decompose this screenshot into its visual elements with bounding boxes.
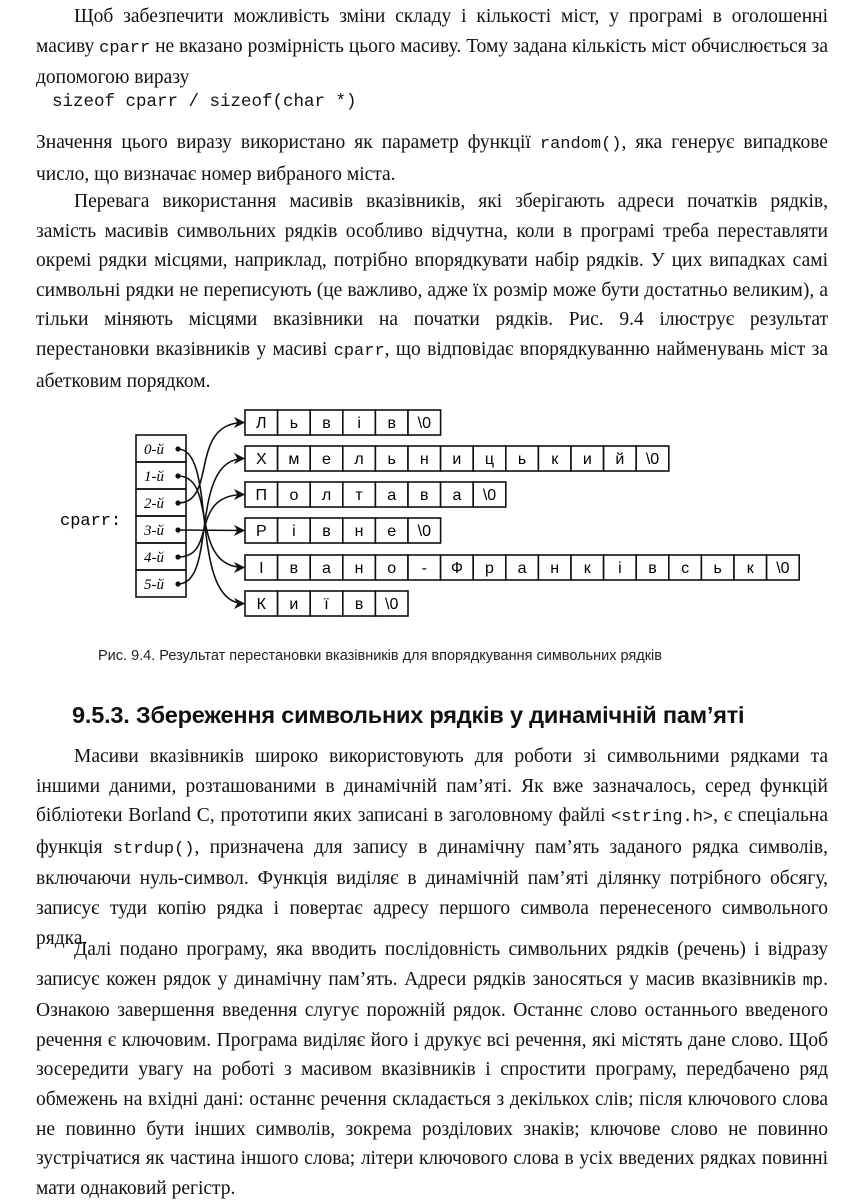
- paragraph-5: [36, 935, 828, 1203]
- char-label: е: [322, 451, 331, 468]
- char-label: і: [292, 523, 296, 540]
- char-label: І: [259, 560, 264, 577]
- char-label: в: [289, 560, 299, 577]
- char-label: в: [420, 487, 429, 504]
- char-label: Х: [255, 451, 267, 468]
- char-label: ц: [484, 451, 495, 468]
- char-label: л: [321, 487, 332, 504]
- char-label: \0: [385, 596, 399, 613]
- code-expression: sizeof cparr / sizeof(char *): [52, 92, 357, 112]
- char-label: и: [582, 451, 592, 468]
- pointer-arrow: [178, 495, 244, 558]
- char-label: и: [289, 596, 299, 613]
- string-rows: [245, 410, 799, 616]
- char-label: а: [517, 560, 527, 577]
- paragraph-text: Перевага використання масивів вказівників, які зберігають адреси початків рядків, замість масивів символьних рядків особливо відчутна, коли в програмі треба переставляти окремі рядки місцями, наприклад, потрібно впорядкувати набір рядків. У цих випадках самі символьні рядки не переписують (це важливо, адже їх розмір може бути достатньо великим), а тільки міняють місцями вказівники на початки рядків. Рис. 9.4 ілюструє результат перестановки вказівників у масиві: [36, 191, 828, 360]
- char-label: к: [583, 560, 591, 577]
- char-label: \0: [417, 415, 431, 432]
- pointer-array: [136, 435, 186, 597]
- char-label: м: [288, 451, 300, 468]
- char-label: в: [322, 415, 331, 432]
- inline-code: random(): [539, 135, 622, 154]
- paragraph-text: Значення цього виразу використано як параметр функції: [36, 132, 540, 153]
- array-index-label: 3-й: [144, 523, 164, 539]
- char-label: о: [387, 560, 397, 577]
- char-label: й: [615, 451, 625, 468]
- char-label: і: [357, 415, 361, 432]
- string-row: [245, 410, 441, 435]
- char-label: к: [746, 560, 754, 577]
- char-label: т: [355, 487, 363, 504]
- char-label: н: [419, 451, 429, 468]
- array-index-label: 1-й: [144, 469, 164, 485]
- inline-code: strdup(): [112, 839, 195, 859]
- inline-code: <string.h>: [611, 808, 714, 828]
- paragraph-text: Щоб забезпечити можливість зміни складу і кількості міст, у програмі в оголошенні масиву: [36, 6, 828, 57]
- char-label: ь: [387, 451, 396, 468]
- paragraph-1: [36, 2, 828, 93]
- char-label: с: [681, 560, 690, 577]
- char-label: к: [551, 451, 559, 468]
- array-index-label: 2-й: [144, 496, 164, 512]
- array-label: cparr:: [60, 512, 122, 531]
- paragraph-text: , що відповідає впорядкуванню найменувань міст за абетковим порядком.: [36, 338, 828, 392]
- char-label: ь: [713, 560, 722, 577]
- char-label: Л: [256, 415, 267, 432]
- char-label: ь: [517, 451, 527, 468]
- paragraph-text: , яка генерує випадкове число, що визначає номер вибраного міста.: [36, 132, 829, 185]
- char-label: \0: [645, 451, 660, 468]
- char-label: і: [618, 560, 622, 577]
- char-label: о: [289, 487, 299, 504]
- inline-code: cparr: [333, 341, 385, 361]
- paragraph-text: Масиви вказівників широко використовують для роботи зі символьними рядками та іншими даними, розташованими в динамічній пам’яті. Як вже зазначалось, серед функцій бібліотеки Borland C, прототипи яких записані в заголовному файлі: [36, 746, 828, 827]
- section-heading: 9.5.3. Збереження символьних рядків у динамічній пам’яті: [72, 702, 745, 728]
- char-label: р: [485, 560, 494, 577]
- char-label: Ф: [450, 560, 463, 577]
- char-label: а: [322, 560, 331, 577]
- pointer-array-figure: [0, 395, 863, 635]
- char-label: а: [452, 487, 462, 504]
- char-label: К: [256, 596, 266, 613]
- char-label: \0: [482, 487, 497, 504]
- paragraph-2: [36, 128, 828, 189]
- paragraph-4: [36, 742, 828, 953]
- char-label: н: [354, 523, 364, 540]
- paragraph-text: . Ознакою завершення введення слугує порожній рядок. Останнє слово останнього введеного речення є ключовим. Програма виділяє його і друкує всі речення, які містять дане слово. Щоб зосередити увагу на роботі з масивом вказівників і спростити програму, передбачено ряд обмежень на вхідні дані: останнє речення складається з декількох слів; після ключового слова не повинно бути інших символів, зокрема розділових знаків; ключове слово не повинно зустрічатися як частина іншого слова; літери ключового слова в усіх введених рядках повинні мати однаковий регістр.: [36, 968, 828, 1199]
- char-label: а: [387, 487, 397, 504]
- char-label: в: [354, 596, 364, 613]
- char-label: ь: [289, 415, 299, 432]
- char-label: в: [648, 560, 657, 577]
- char-label: \0: [417, 523, 431, 540]
- char-label: е: [387, 523, 397, 540]
- char-label: л: [354, 451, 364, 468]
- char-label: -: [421, 560, 427, 577]
- inline-code: cparr: [99, 38, 151, 58]
- pointer-arrow: [178, 530, 244, 531]
- char-label: н: [354, 560, 364, 577]
- char-label: и: [452, 451, 462, 468]
- char-label: Р: [255, 523, 267, 540]
- array-index-label: 4-й: [144, 550, 164, 566]
- array-index-label: 0-й: [144, 442, 164, 458]
- paragraph-text: , призначена для запису в динамічну пам’ять заданого рядка символів, включаючи нуль-символ. Функція виділяє в динамічній пам’яті ділянку потрібного обсягу, записує туди копію рядка і повертає адресу першого символа перенесеного символьного рядка.: [36, 836, 828, 949]
- char-label: ї: [324, 596, 329, 613]
- array-index-label: 5-й: [144, 577, 164, 593]
- paragraph-text: Далі подано програму, яка вводить послідовність символьних рядків (речень) і відразу записує кожен рядок у динамічну пам’ять. Адреси рядків заносяться у масив вказівників: [36, 939, 828, 990]
- char-label: в: [387, 415, 396, 432]
- figure-caption: Рис. 9.4. Результат перестановки вказівників для впорядкування символьних рядків: [98, 648, 662, 664]
- char-label: н: [550, 560, 560, 577]
- string-row: [245, 555, 799, 580]
- string-row: [245, 518, 441, 543]
- char-label: в: [322, 523, 331, 540]
- char-label: \0: [776, 560, 790, 577]
- paragraph-text: , є спеціальна функція: [36, 805, 828, 858]
- string-row: [245, 591, 408, 616]
- paragraph-3: [36, 187, 828, 396]
- inline-code: mp: [802, 971, 824, 991]
- string-row: [245, 482, 506, 507]
- pointer-arrows: [178, 423, 244, 604]
- char-label: П: [255, 487, 268, 504]
- paragraph-text: не вказано розмірність цього масиву. Тому задана кількість міст обчислюється за допомогою виразу: [36, 35, 828, 89]
- string-row: [245, 446, 669, 471]
